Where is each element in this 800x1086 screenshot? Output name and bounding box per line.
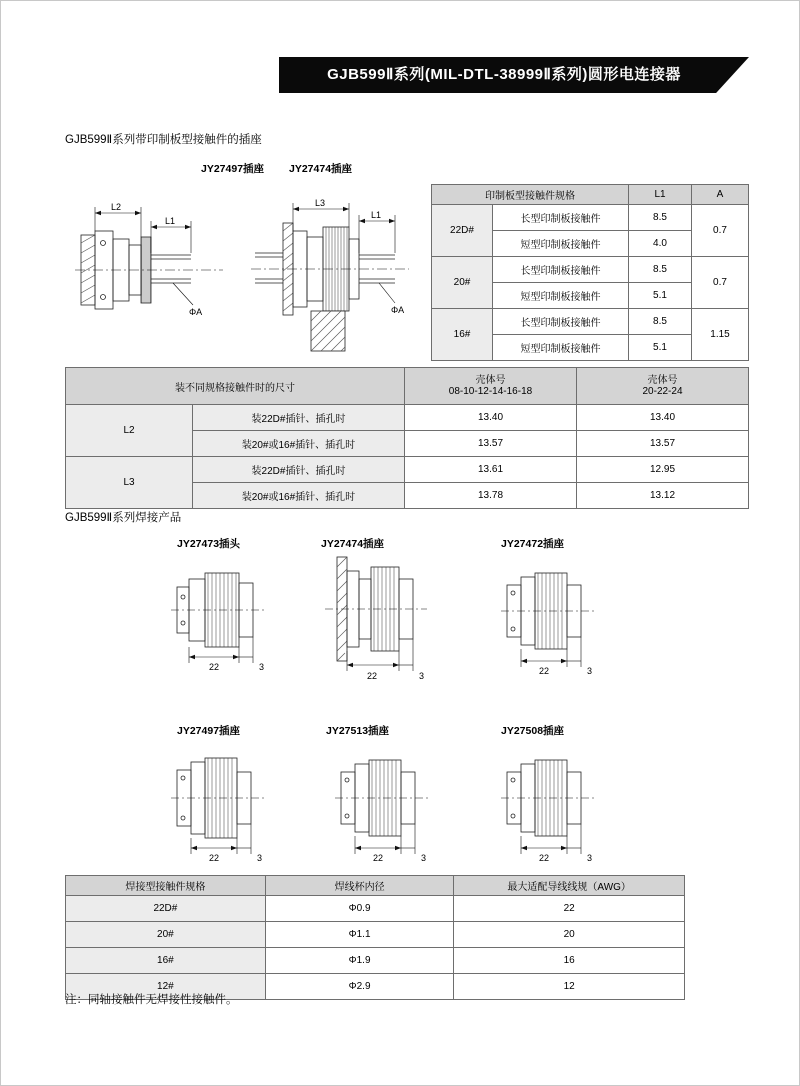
cell-dim-label: L2 [66, 405, 193, 457]
cell-awg: 12 [454, 974, 685, 1000]
cell-value-2: 12.95 [577, 457, 749, 483]
cell-a: 1.15 [692, 309, 749, 361]
table-row-header [66, 876, 685, 896]
svg-text:3: 3 [421, 853, 427, 863]
svg-text:3: 3 [587, 853, 593, 863]
figure-caption-jy27497-socket-top: JY27497插座 [201, 163, 265, 175]
figure-caption-jy27497-socket: JY27497插座 [177, 725, 241, 737]
figure-caption-jy27474-socket: JY27474插座 [321, 538, 385, 550]
figure-caption-jy27472-socket: JY27472插座 [501, 538, 565, 550]
svg-text:3: 3 [587, 666, 593, 676]
cell-value-2: 13.40 [577, 405, 749, 431]
col-header-spec: 印制板型接触件规格 [432, 185, 629, 205]
figure-caption-jy27474-socket-top: JY27474插座 [289, 163, 353, 175]
cell-value-2: 13.12 [577, 483, 749, 509]
svg-text:3: 3 [419, 671, 425, 681]
svg-text:ΦA: ΦA [391, 305, 405, 315]
page-header-banner [279, 57, 749, 93]
table-row [66, 896, 685, 922]
svg-text:22: 22 [209, 662, 220, 672]
drawing-jy27474-socket-bottom [319, 549, 459, 681]
shell-label-2: 壳体号 [647, 374, 678, 386]
table-row [66, 457, 749, 483]
cell-value-1: 13.78 [405, 483, 577, 509]
cell-type: 短型印制板接触件 [493, 231, 629, 257]
svg-text:3: 3 [259, 662, 265, 672]
cell-type: 长型印制板接触件 [493, 205, 629, 231]
svg-text:L1: L1 [371, 210, 382, 220]
drawing-jy27508-socket [497, 746, 627, 864]
cell-a: 0.7 [692, 205, 749, 257]
cell-type: 长型印制板接触件 [493, 257, 629, 283]
cell-spec: 22D# [66, 896, 266, 922]
cell-l1: 8.5 [629, 205, 692, 231]
cell-condition: 装22D#插针、插孔时 [193, 457, 405, 483]
col-header-max-awg: 最大适配导线线规（AWG） [454, 876, 685, 896]
table-row [432, 309, 749, 335]
table-row [66, 922, 685, 948]
cell-value-1: 13.57 [405, 431, 577, 457]
svg-text:22: 22 [539, 666, 550, 676]
cell-value-2: 13.57 [577, 431, 749, 457]
col-header-cup-diameter: 焊线杯内径 [265, 876, 454, 896]
drawing-jy27513-socket [331, 746, 461, 864]
cell-awg: 16 [454, 948, 685, 974]
col-header-l1: L1 [629, 185, 692, 205]
figure-caption-jy27513-socket: JY27513插座 [326, 725, 390, 737]
cell-size: 20# [432, 257, 493, 309]
svg-text:L1: L1 [165, 216, 176, 226]
table-solder-contacts [65, 875, 685, 1000]
cell-dia: Φ1.1 [265, 922, 454, 948]
table-printed-board-contacts [431, 184, 749, 361]
svg-text:L2: L2 [111, 202, 122, 212]
cell-size: 16# [432, 309, 493, 361]
svg-text:22: 22 [373, 853, 384, 863]
figure-caption-jy27508-socket: JY27508插座 [501, 725, 565, 737]
shell-values-2: 20-22-24 [642, 386, 683, 397]
section-1-title: GJB599Ⅱ系列带印制板型接触件的插座 [65, 134, 262, 146]
table-row-header [66, 368, 749, 405]
figure-caption-jy27473-plug: JY27473插头 [177, 538, 241, 550]
shell-label-1: 壳体号 [475, 374, 506, 386]
cell-type: 短型印制板接触件 [493, 283, 629, 309]
cell-value-1: 13.40 [405, 405, 577, 431]
cell-condition: 装22D#插针、插孔时 [193, 405, 405, 431]
drawing-jy27474-socket [249, 187, 429, 367]
svg-text:ΦA: ΦA [189, 307, 203, 317]
col-header-a: A [692, 185, 749, 205]
svg-text:L3: L3 [315, 198, 326, 208]
col-header-shell-group-2 [577, 368, 749, 405]
col-header-solder-spec: 焊接型接触件规格 [66, 876, 266, 896]
cell-condition: 装20#或16#插针、插孔时 [193, 483, 405, 509]
svg-text:3: 3 [257, 853, 263, 863]
cell-l1: 5.1 [629, 283, 692, 309]
cell-l1: 4.0 [629, 231, 692, 257]
cell-awg: 22 [454, 896, 685, 922]
cell-l1: 8.5 [629, 309, 692, 335]
drawing-jy27472-socket [497, 559, 627, 677]
cell-dia: Φ0.9 [265, 896, 454, 922]
cell-spec: 12# [66, 974, 266, 1000]
drawing-jy27497-socket-bottom [167, 746, 297, 864]
cell-type: 短型印制板接触件 [493, 335, 629, 361]
svg-text:22: 22 [539, 853, 550, 863]
table-row [66, 405, 749, 431]
cell-dia: Φ1.9 [265, 948, 454, 974]
page-title: GJB599Ⅱ系列(MIL-DTL-38999Ⅱ系列)圆形电连接器 [327, 66, 681, 83]
cell-size: 22D# [432, 205, 493, 257]
table-row [432, 257, 749, 283]
drawing-jy27497-socket [73, 187, 273, 347]
table-row-header [432, 185, 749, 205]
svg-text:22: 22 [367, 671, 378, 681]
col-header-shell-group-1 [405, 368, 577, 405]
table-row [66, 948, 685, 974]
cell-l1: 5.1 [629, 335, 692, 361]
cell-dia: Φ2.9 [265, 974, 454, 1000]
cell-spec: 16# [66, 948, 266, 974]
cell-condition: 装20#或16#插针、插孔时 [193, 431, 405, 457]
cell-a: 0.7 [692, 257, 749, 309]
cell-dim-label: L3 [66, 457, 193, 509]
cell-awg: 20 [454, 922, 685, 948]
shell-values-1: 08-10-12-14-16-18 [448, 386, 533, 397]
cell-type: 长型印制板接触件 [493, 309, 629, 335]
cell-l1: 8.5 [629, 257, 692, 283]
footer-note: 注：同轴接触件无焊接性接触件。 [65, 994, 238, 1006]
col-header-dimension: 装不同规格接触件时的尺寸 [66, 368, 405, 405]
table-l2-l3-dimensions [65, 367, 749, 509]
cell-spec: 20# [66, 922, 266, 948]
table-row [432, 205, 749, 231]
drawing-jy27473-plug [167, 557, 297, 677]
section-2-title: GJB599Ⅱ系列焊接产品 [65, 512, 182, 524]
cell-value-1: 13.61 [405, 457, 577, 483]
svg-text:22: 22 [209, 853, 220, 863]
